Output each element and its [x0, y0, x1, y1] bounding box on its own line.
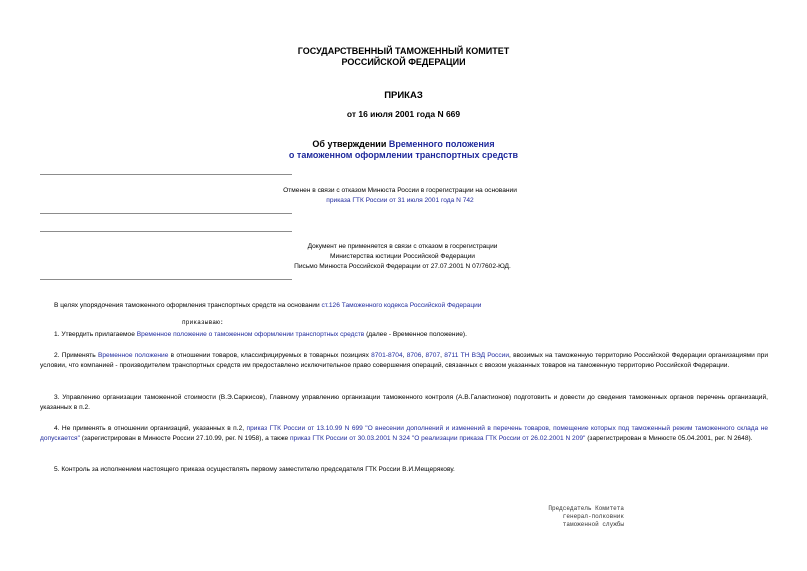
order-324-link[interactable]: приказ ГТК России от 30.03.2001 N 324 "О реализации приказа ГТК России от 26.02.2001 N 209": [289, 435, 586, 442]
customs-code-link[interactable]: ст.126 Таможенного кодекса Российской Федерации: [321, 302, 482, 309]
org-line-2: РОССИЙСКОЙ ФЕДЕРАЦИИ: [341, 57, 466, 67]
document-subject: [0, 139, 807, 161]
regulation-link-short[interactable]: Временное положение: [97, 352, 169, 359]
tn-ved-link-8701[interactable]: 8701-8704: [371, 352, 403, 359]
annulment-note: [200, 186, 600, 206]
document-date: от 16 июля 2001 года N 669: [346, 109, 461, 119]
applicability-note-line-2: Министерства юстиции Российской Федерации: [330, 253, 475, 260]
applicability-note-line-3: Письмо Минюста Российской Федерации от 27.07.2001 N 07/7602-ЮД.: [294, 263, 511, 270]
signature-line-2: генерал-полковник: [562, 513, 624, 520]
paragraph-1: 1. Утвердить прилагаемое Временное положение о таможенном оформлении транспортных средств (далее - Временное положение).: [54, 331, 467, 338]
signature-line-3: таможенной службы: [562, 521, 624, 528]
paragraph-5: 5. Контроль за исполнением настоящего приказа осуществлять первому заместителю председателя ГТК России В.И.Мещерякову.: [54, 466, 455, 473]
intro-paragraph: В целях упорядочения таможенного оформления транспортных средств на основании ст.126 Таможенного кодекса Российской Федерации: [54, 302, 482, 309]
document-type: ПРИКАЗ: [384, 90, 423, 101]
subject-link-1[interactable]: Временного положения: [388, 139, 495, 149]
tn-ved-link-8706[interactable]: 8706: [406, 352, 422, 359]
annulment-note-text: Отменен в связи с отказом Минюста России в госрегистрации на основании: [283, 187, 517, 194]
signature-line-1: Председатель Комитета: [548, 505, 624, 512]
subject-link-2[interactable]: о таможенном оформлении транспортных средств: [288, 150, 519, 160]
issuing-organization: [0, 46, 807, 68]
subject-prefix: Об утверждении: [312, 139, 389, 149]
paragraph-4: 4. Не применять в отношении организаций, указанных в п.2, приказ ГТК России от 13.10.99 N 699 "О внесении дополнений и изменений в перечень товаров, помещение которых под таможенный режим таможенного склада не допускается" (зарегистрирован в Минюсте России 27.10.99, рег. N 1958), а также приказ ГТК России от 30.03.2001 N 324 "О реализации приказа ГТК России от 26.02.2001 N 209" (зарегистрирован в Минюсте 05.04.2001, рег. N 2648).: [40, 425, 769, 442]
divider: [40, 231, 292, 232]
order-699-link[interactable]: приказ ГТК России от 13.10.99 N 699 "О внесении дополнений и изменений в перечень товаров, помещение которых под таможенный режим таможенного склада не допускается": [40, 425, 769, 442]
annulment-note-link[interactable]: приказа ГТК России от 31 июля 2001 года N 742: [326, 197, 474, 204]
applicability-note-line-1: Документ не применяется в связи с отказом в госрегистрации: [307, 243, 498, 250]
paragraph-3: 3. Управлению организации таможенной стоимости (В.Э.Саркисов), Главному управлению организации таможенного контроля (А.В.Галактионов) подготовить и довести до сведения таможенных органов перечень организаций, указанных в п.2.: [40, 394, 768, 411]
tn-ved-link-8707[interactable]: 8707: [425, 352, 441, 359]
divider: [40, 174, 292, 175]
signature-block: [500, 505, 624, 529]
tn-ved-link-8711[interactable]: 8711 ТН ВЭД России: [444, 352, 510, 359]
divider: [40, 213, 292, 214]
order-word: приказываю:: [182, 319, 224, 326]
divider: [40, 279, 292, 280]
applicability-note: [200, 242, 605, 272]
org-line-1: ГОСУДАРСТВЕННЫЙ ТАМОЖЕННЫЙ КОМИТЕТ: [297, 46, 510, 56]
regulation-link[interactable]: Временное положение о таможенном оформлении транспортных средств: [136, 331, 365, 338]
paragraph-2: 2. Применять Временное положение в отношении товаров, классифицируемых в товарных позициях 8701-8704, 8706, 8707, 8711 ТН ВЭД России, ввозимых на таможенную территорию Российской Федерации организациями при условии, что компанией - производителем транспортных средств им предоставлено исключительное право совершения операций, связанных с ввозом указанных товаров на таможенную территорию Российской Федерации.: [40, 352, 769, 369]
